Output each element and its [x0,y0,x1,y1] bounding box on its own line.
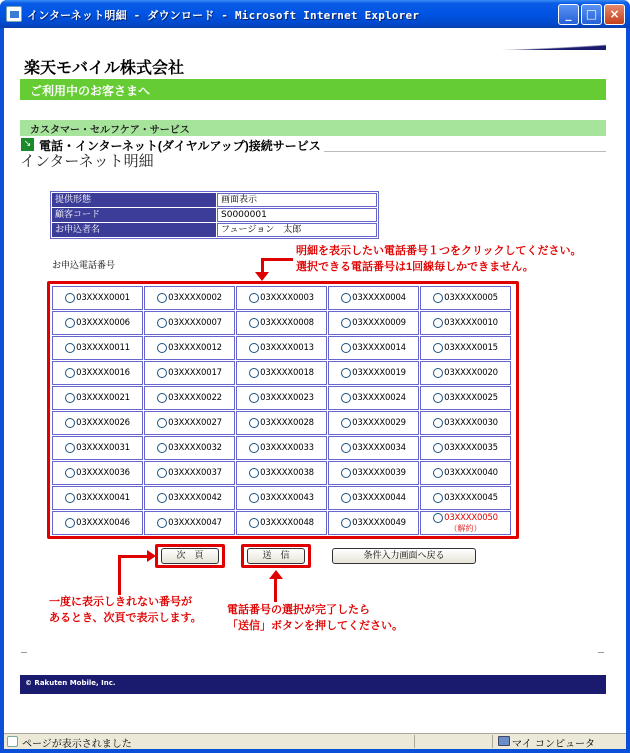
phone-radio-button[interactable] [65,343,75,353]
phone-cell [328,361,419,385]
phone-radio-button[interactable] [341,468,351,478]
table-row [52,336,511,360]
page-icon [7,736,18,747]
phone-radio-button[interactable] [433,393,443,403]
phone-radio-button[interactable] [433,443,443,453]
phone-radio-button[interactable] [433,318,443,328]
cancelled-note: （解約） [449,523,482,533]
arrow-down-icon [255,272,269,281]
phone-number[interactable]: 03XXXX0010 [444,317,498,328]
info-label: 顧客コード [52,208,216,222]
phone-number[interactable]: 03XXXX0049 [352,517,406,528]
phone-radio-button[interactable] [157,468,167,478]
phone-cell [144,361,235,385]
select-instruction [296,243,582,275]
phone-number[interactable]: 03XXXX0031 [76,442,130,453]
computer-icon [498,736,510,746]
phone-radio-button[interactable] [157,318,167,328]
phone-cell [420,361,511,385]
phone-radio-button[interactable] [157,368,167,378]
phone-number[interactable]: 03XXXX0039 [352,467,406,478]
phone-number[interactable]: 03XXXX0033 [260,442,314,453]
phone-radio-button[interactable] [341,368,351,378]
phone-radio-button[interactable] [341,418,351,428]
phone-number[interactable]: 03XXXX0013 [260,342,314,353]
footer [20,675,606,694]
phone-radio-button[interactable] [65,393,75,403]
section-title: カスタマー・セルフケア・サービス [30,125,190,136]
select-instruction-line: 選択できる電話番号は1回線毎しかできません。 [296,261,534,273]
phone-number[interactable]: 03XXXX0045 [444,492,498,503]
phone-number[interactable]: 03XXXX0032 [168,442,222,453]
phone-cell [236,386,327,410]
phone-radio-button[interactable] [249,343,259,353]
phone-cell [144,436,235,460]
phone-radio-button[interactable] [433,293,443,303]
phone-radio-button[interactable] [157,293,167,303]
phone-number[interactable]: 03XXXX0046 [76,517,130,528]
phone-cell [420,311,511,335]
table-row [52,223,377,237]
phone-radio-button[interactable] [433,343,443,353]
info-value: S0000001 [217,208,377,222]
window-title: インターネット明細 - ダウンロード - Microsoft Internet Explorer [27,9,420,22]
table-row [52,286,511,310]
status-bar [4,733,626,749]
ie-page-icon [6,6,22,22]
phone-cell [52,486,143,510]
phone-cell [144,311,235,335]
send-instruction [227,602,403,634]
phone-cell [144,511,235,535]
phone-cell [420,511,511,535]
divider [598,652,604,653]
table-row [52,193,377,207]
phone-radio-button[interactable] [341,393,351,403]
phone-radio-button[interactable] [65,518,75,528]
annotation-arrow [274,578,277,602]
phone-radio-button[interactable] [157,418,167,428]
phone-number[interactable]: 03XXXX0047 [168,517,222,528]
phone-radio-button[interactable] [249,493,259,503]
phone-radio-button[interactable] [157,518,167,528]
phone-cell [328,336,419,360]
phone-cell [236,486,327,510]
phone-cell [52,386,143,410]
phone-cell [236,361,327,385]
phone-radio-button[interactable] [341,518,351,528]
phone-cell [52,461,143,485]
phone-number[interactable]: 03XXXX0006 [76,317,130,328]
phone-cell [420,286,511,310]
phone-number[interactable]: 03XXXX0044 [352,492,406,503]
phone-number[interactable]: 03XXXX0026 [76,417,130,428]
phone-number[interactable]: 03XXXX0028 [260,417,314,428]
page-title: インターネット明細 [20,153,154,170]
phone-cell [144,286,235,310]
phone-cell [52,361,143,385]
next-page-instruction-line: あるとき、次頁で表示します。 [49,612,202,624]
close-button[interactable]: × [604,4,625,25]
phone-radio-button[interactable] [433,418,443,428]
phone-number[interactable]: 03XXXX0040 [444,467,498,478]
phone-cell [236,411,327,435]
divider [324,151,606,152]
phone-number[interactable]: 03XXXX0041 [76,492,130,503]
phone-cell [144,461,235,485]
phone-number[interactable]: 03XXXX0035 [444,442,498,453]
table-row [52,386,511,410]
phone-number[interactable]: 03XXXX0048 [260,517,314,528]
phone-number[interactable]: 03XXXX0001 [76,292,130,303]
phone-cell [420,486,511,510]
phone-radio-button[interactable] [249,368,259,378]
table-row [52,208,377,222]
phone-cell [328,386,419,410]
phone-number[interactable]: 03XXXX0011 [76,342,130,353]
minimize-button[interactable]: _ [558,4,579,25]
phone-number[interactable]: 03XXXX0014 [352,342,406,353]
phone-number[interactable]: 03XXXX0030 [444,417,498,428]
phone-radio-button[interactable] [249,293,259,303]
phone-radio-button[interactable] [157,393,167,403]
phone-radio-button[interactable] [341,343,351,353]
table-row [52,411,511,435]
phone-cell [328,511,419,535]
phone-number[interactable]: 03XXXX0037 [168,467,222,478]
phone-number[interactable]: 03XXXX0022 [168,392,222,403]
phone-cell [420,336,511,360]
phone-number[interactable]: 03XXXX0036 [76,467,130,478]
phone-number[interactable]: 03XXXX0038 [260,467,314,478]
phone-cell [236,336,327,360]
phone-number-label: お申込電話番号 [52,261,116,271]
phone-cell [236,311,327,335]
phone-radio-button[interactable] [433,513,443,523]
customer-info-table [50,191,379,239]
divider [21,652,27,653]
phone-cell [328,461,419,485]
phone-cell [236,436,327,460]
phone-number[interactable]: 03XXXX0009 [352,317,406,328]
phone-cell [236,461,327,485]
phone-radio-button[interactable] [249,393,259,403]
phone-cell [328,436,419,460]
phone-cell [328,486,419,510]
phone-number[interactable]: 03XXXX0029 [352,417,406,428]
phone-radio-button[interactable] [341,493,351,503]
table-row [52,361,511,385]
phone-cell [52,311,143,335]
info-value: 画面表示 [217,193,377,207]
phone-number[interactable]: 03XXXX0034 [352,442,406,453]
next-page-instruction-line: 一度に表示しきれない番号が [49,596,192,608]
customer-banner-text: ご利用中のお客さまへ [30,84,151,98]
phone-number[interactable]: 03XXXX0042 [168,492,222,503]
phone-cell [144,486,235,510]
phone-cell [420,386,511,410]
phone-radio-button[interactable] [65,493,75,503]
phone-number[interactable]: 03XXXX0023 [260,392,314,403]
arrow-right-icon [147,550,156,562]
phone-number[interactable]: 03XXXX0012 [168,342,222,353]
send-button[interactable]: 送 信 [247,548,305,564]
phone-cell [52,436,143,460]
maximize-button[interactable]: □ [581,4,602,25]
divider [414,735,415,748]
phone-radio-button[interactable] [65,368,75,378]
table-row [52,461,511,485]
phone-cell [52,336,143,360]
phone-cell [52,411,143,435]
phone-radio-button[interactable] [249,418,259,428]
phone-number[interactable]: 03XXXX0015 [444,342,498,353]
copyright: © Rakuten Mobile, Inc. [25,679,116,687]
info-label: お申込者名 [52,223,216,237]
send-instruction-line: 電話番号の選択が完了したら [227,604,370,616]
phone-cell [144,386,235,410]
phone-radio-button[interactable] [65,418,75,428]
phone-radio-button[interactable] [157,443,167,453]
customer-banner [20,79,606,100]
phone-number[interactable]: 03XXXX0007 [168,317,222,328]
info-value: フュージョン 太郎 [217,223,377,237]
table-row [52,511,511,535]
phone-cell [52,511,143,535]
phone-number[interactable]: 03XXXX0018 [260,367,314,378]
phone-radio-button[interactable] [341,318,351,328]
phone-number[interactable]: 03XXXX0020 [444,367,498,378]
table-row [52,436,511,460]
phone-radio-button[interactable] [249,318,259,328]
phone-radio-button[interactable] [157,493,167,503]
phone-cell [52,286,143,310]
next-page-instruction [49,594,202,626]
service-title: 電話・インターネット(ダイヤルアップ)接続サービス [39,139,321,153]
phone-radio-button[interactable] [433,493,443,503]
back-to-conditions-button[interactable]: 条件入力画面へ戻る [332,548,476,564]
phone-radio-button[interactable] [65,293,75,303]
phone-number[interactable]: 03XXXX0043 [260,492,314,503]
divider [492,735,493,748]
phone-number[interactable]: 03XXXX0024 [352,392,406,403]
phone-number[interactable]: 03XXXX0019 [352,367,406,378]
annotation-arrow [118,555,121,595]
phone-radio-button[interactable] [157,343,167,353]
phone-number[interactable]: 03XXXX0005 [444,292,498,303]
arrow-down-right-icon: ↘ [21,138,34,151]
header-decoration [20,28,606,50]
phone-radio-button[interactable] [65,443,75,453]
next-page-button[interactable]: 次 頁 [161,548,219,564]
status-text: ページが表示されました [22,739,132,750]
phone-number-table [51,285,512,536]
phone-number[interactable]: 03XXXX0025 [444,392,498,403]
phone-cell [420,461,511,485]
company-name: 楽天モバイル株式会社 [24,60,185,77]
phone-radio-button[interactable] [249,518,259,528]
phone-cell [328,286,419,310]
annotation-arrow [261,258,293,261]
phone-number[interactable]: 03XXXX0002 [168,292,222,303]
annotation-arrow [118,555,148,558]
phone-cell [236,286,327,310]
phone-number[interactable]: 03XXXX0008 [260,317,314,328]
phone-cell [236,511,327,535]
phone-radio-button[interactable] [341,293,351,303]
phone-cell [144,336,235,360]
phone-radio-button[interactable] [249,443,259,453]
select-instruction-line: 明細を表示したい電話番号１つをクリックしてください。 [296,245,582,257]
phone-cell [144,411,235,435]
zone-text: マイ コンピュータ [512,739,595,750]
phone-number[interactable]: 03XXXX0021 [76,392,130,403]
phone-number[interactable]: 03XXXX0004 [352,292,406,303]
page-viewport [4,28,626,733]
phone-number[interactable]: 03XXXX0017 [168,367,222,378]
phone-cell [420,411,511,435]
info-label: 提供形態 [52,193,216,207]
section-bar [20,120,606,136]
phone-number[interactable]: 03XXXX0027 [168,417,222,428]
phone-radio-button[interactable] [433,368,443,378]
phone-number[interactable]: 03XXXX0003 [260,292,314,303]
phone-radio-button[interactable] [341,443,351,453]
phone-cell [328,411,419,435]
phone-radio-button[interactable] [433,468,443,478]
send-instruction-line: 「送信」ボタンを押してください。 [227,620,403,632]
phone-radio-button[interactable] [65,318,75,328]
phone-radio-button[interactable] [65,468,75,478]
table-row [52,486,511,510]
phone-number[interactable]: 03XXXX0050 [444,513,498,524]
phone-number[interactable]: 03XXXX0016 [76,367,130,378]
table-row [52,311,511,335]
phone-radio-button[interactable] [249,468,259,478]
title-bar[interactable] [0,0,630,28]
phone-cell [328,311,419,335]
phone-cell [420,436,511,460]
